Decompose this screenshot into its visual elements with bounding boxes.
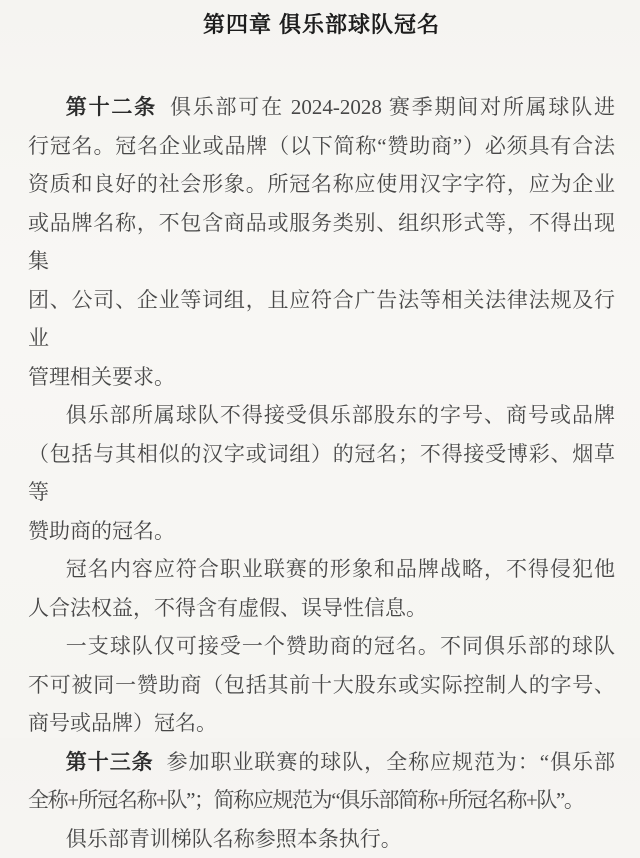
line-text: 俱乐部可在 2024-2028 赛季期间对所属球队进 — [170, 95, 615, 119]
document-line: 行冠名。冠名企业或品牌（以下简称“赞助商”）必须具有合法 — [28, 127, 615, 166]
paragraph-article-13 — [28, 743, 615, 820]
document-line: （包括与其相似的汉字或词组）的冠名；不得接受博彩、烟草等 — [28, 435, 615, 512]
document-line: 冠名内容应符合职业联赛的形象和品牌战略，不得侵犯他 — [28, 550, 615, 589]
document-line: 俱乐部青训梯队名称参照本条执行。 — [28, 820, 615, 858]
document-line: 团、公司、企业等词组，且应符合广告法等相关法律法规及行业 — [28, 281, 615, 358]
document-line: 管理相关要求。 — [28, 358, 615, 397]
paragraph-youth-teams — [28, 820, 615, 858]
document-line: 一支球队仅可接受一个赞助商的冠名。不同俱乐部的球队 — [28, 627, 615, 666]
document-line: 或品牌名称，不包含商品或服务类别、组织形式等，不得出现集 — [28, 204, 615, 281]
document-line — [28, 88, 615, 127]
article-13-label: 第十三条 — [66, 750, 154, 774]
document-line: 资质和良好的社会形象。所冠名称应使用汉字字符，应为企业 — [28, 165, 615, 204]
chapter-title: 第四章 俱乐部球队冠名 — [28, 12, 615, 38]
paragraph-single-sponsor-rule — [28, 627, 615, 743]
document-line: 赞助商的冠名。 — [28, 512, 615, 551]
document-line: 全称+所冠名称+队”；简称应规范为“俱乐部简称+所冠名称+队”。 — [28, 781, 615, 820]
paragraph-article-12 — [28, 88, 615, 396]
document-line: 商号或品牌）冠名。 — [28, 704, 615, 743]
document-line: 俱乐部所属球队不得接受俱乐部股东的字号、商号或品牌 — [28, 396, 615, 435]
document-line — [28, 743, 615, 782]
line-text: 参加职业联赛的球队，全称应规范为：“俱乐部 — [167, 750, 615, 774]
document-line: 人合法权益，不得含有虚假、误导性信息。 — [28, 589, 615, 628]
paragraph-shareholder-restriction — [28, 396, 615, 550]
document-line: 不可被同一赞助商（包括其前十大股东或实际控制人的字号、 — [28, 666, 615, 705]
paragraph-content-requirement — [28, 550, 615, 627]
article-12-label: 第十二条 — [66, 95, 157, 119]
document-body — [28, 88, 615, 858]
